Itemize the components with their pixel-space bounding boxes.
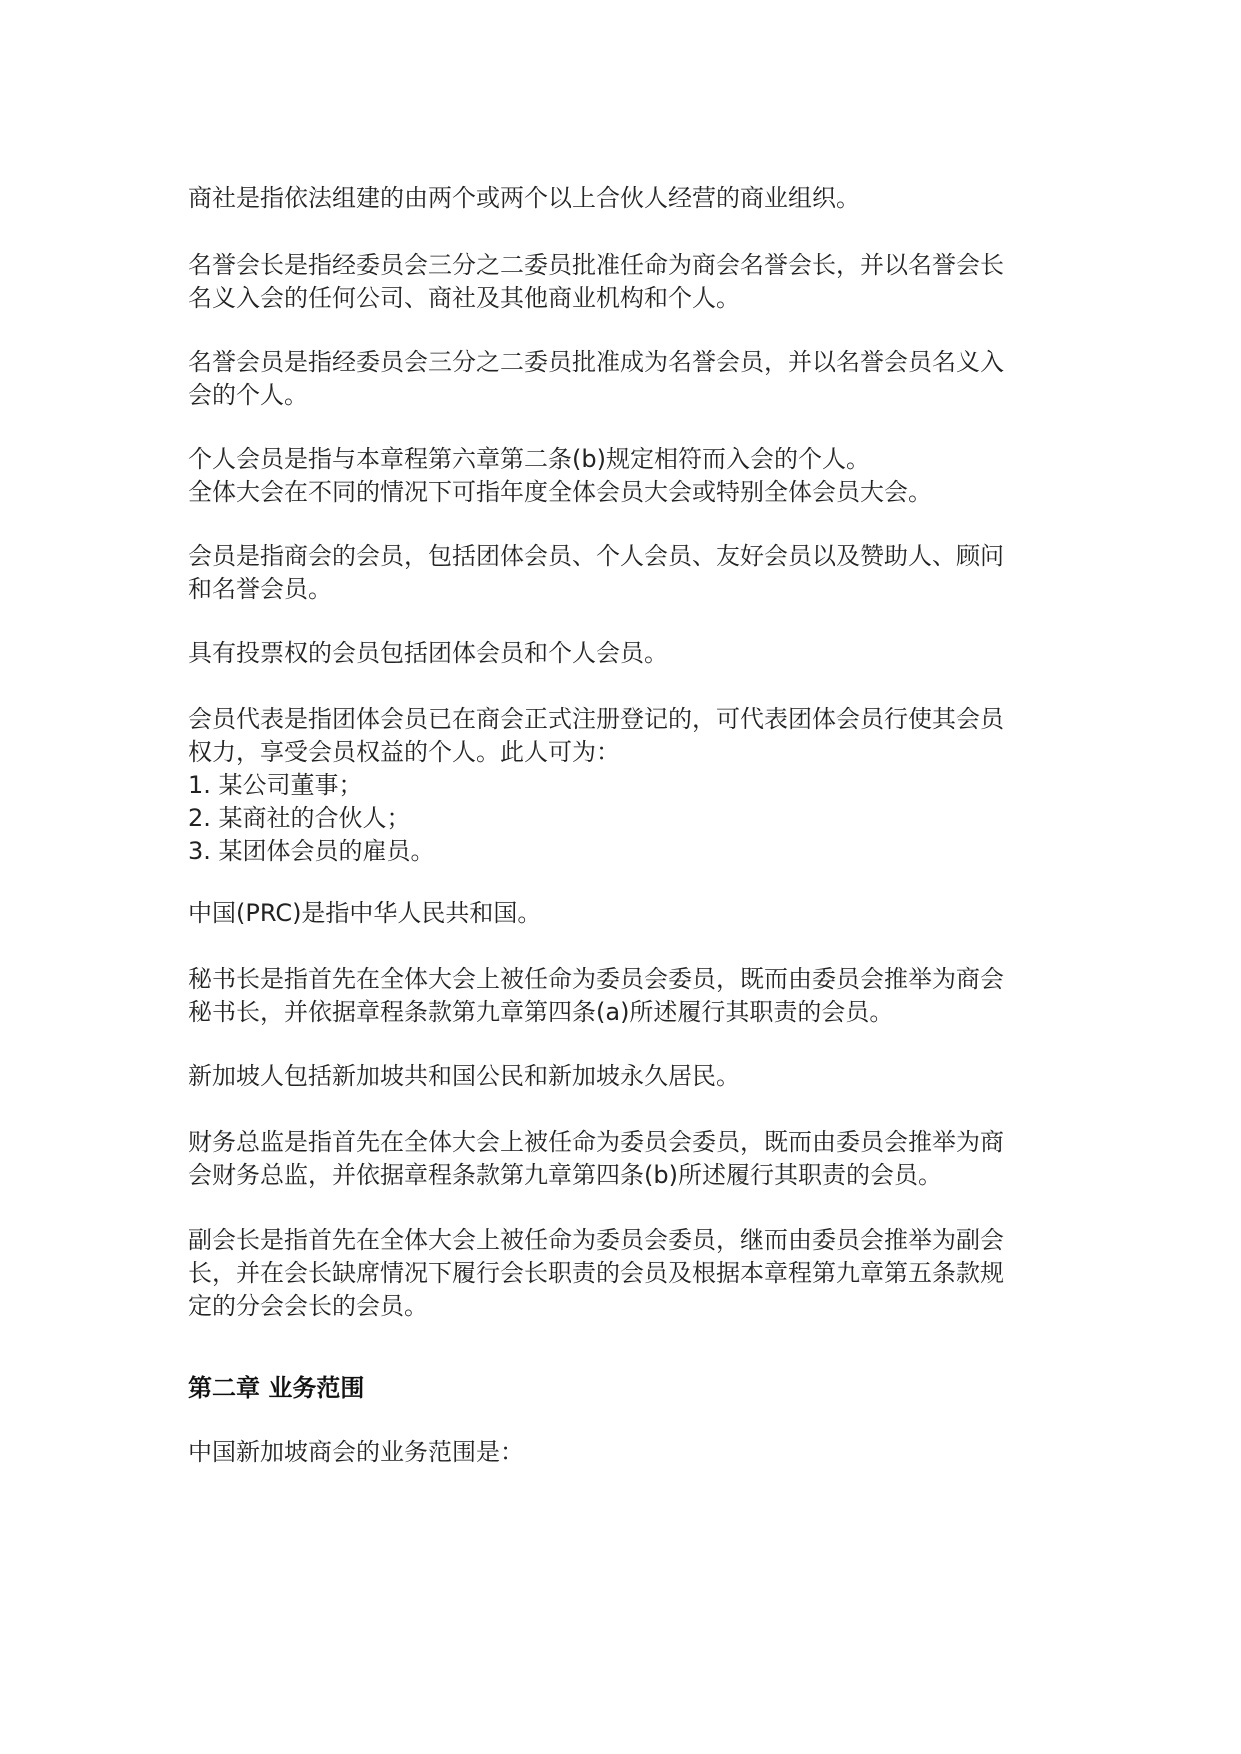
list-item: 1. 某公司董事； <box>188 771 363 799</box>
text-line: 全体大会在不同的情况下可指年度全体会员大会或特别全体会员大会。 <box>188 478 932 506</box>
text-line: 秘书长是指首先在全体大会上被任命为委员会委员，既而由委员会推举为商会 <box>188 965 1004 993</box>
text-line: 个人会员是指与本章程第六章第二条(b)规定相符而入会的个人。 <box>188 445 870 473</box>
definition-honorary-president <box>188 249 1048 315</box>
text-line: 会员是指商会的会员，包括团体会员、个人会员、友好会员以及赞助人、顾问 <box>188 542 1004 570</box>
definition-financial-director <box>188 1126 1048 1192</box>
text-line: 中国(PRC)是指中华人民共和国。 <box>188 899 542 927</box>
definition-voting-member <box>188 637 1048 670</box>
text-line: 商社是指依法组建的由两个或两个以上合伙人经营的商业组织。 <box>188 184 860 212</box>
text-line: 会员代表是指团体会员已在商会正式注册登记的，可代表团体会员行使其会员 <box>188 705 1004 733</box>
text-line: 秘书长，并依据章程条款第九章第四条(a)所述履行其职责的会员。 <box>188 998 894 1026</box>
text-line: 财务总监是指首先在全体大会上被任命为委员会委员，既而由委员会推举为商 <box>188 1128 1004 1156</box>
text-line: 名誉会员是指经委员会三分之二委员批准成为名誉会员，并以名誉会员名义入 <box>188 348 1004 376</box>
list-item: 3. 某团体会员的雇员。 <box>188 837 435 865</box>
text-line: 和名誉会员。 <box>188 575 332 603</box>
list-item: 2. 某商社的合伙人； <box>188 804 411 832</box>
text-line: 具有投票权的会员包括团体会员和个人会员。 <box>188 639 668 667</box>
text-line: 会的个人。 <box>188 381 308 409</box>
text-line: 会财务总监，并依据章程条款第九章第四条(b)所述履行其职责的会员。 <box>188 1161 942 1189</box>
definition-member <box>188 540 1048 606</box>
chapter-heading: 第二章 业务范围 <box>188 1374 365 1402</box>
definition-prc <box>188 897 1048 930</box>
scope-intro-paragraph <box>188 1436 1048 1469</box>
definition-individual-member <box>188 443 1048 509</box>
definition-secretary-general <box>188 963 1048 1029</box>
definition-vice-president <box>188 1224 1048 1323</box>
definition-member-representative <box>188 703 1048 868</box>
text-line: 中国新加坡商会的业务范围是： <box>188 1438 524 1466</box>
definition-singaporean <box>188 1060 1048 1093</box>
text-line: 副会长是指首先在全体大会上被任命为委员会委员，继而由委员会推举为副会 <box>188 1226 1004 1254</box>
definition-partnership <box>188 182 1048 215</box>
text-line: 名义入会的任何公司、商社及其他商业机构和个人。 <box>188 284 740 312</box>
definition-honorary-member <box>188 346 1048 412</box>
text-line: 长，并在会长缺席情况下履行会长职责的会员及根据本章程第九章第五条款规 <box>188 1259 1004 1287</box>
text-line: 权力，享受会员权益的个人。此人可为： <box>188 738 620 766</box>
text-line: 新加坡人包括新加坡共和国公民和新加坡永久居民。 <box>188 1062 740 1090</box>
text-line: 名誉会长是指经委员会三分之二委员批准任命为商会名誉会长，并以名誉会长 <box>188 251 1004 279</box>
text-line: 定的分会会长的会员。 <box>188 1292 428 1320</box>
